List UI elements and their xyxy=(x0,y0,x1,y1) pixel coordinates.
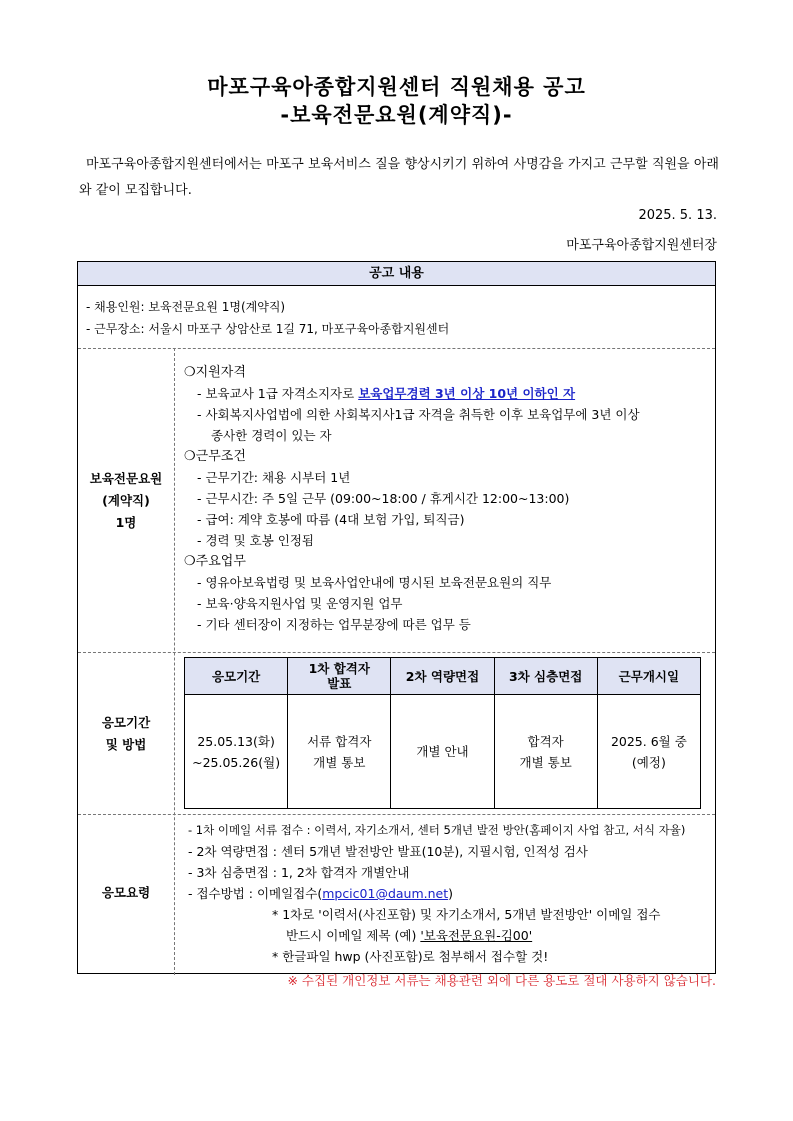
conditions-heading: ❍근무조건 xyxy=(184,449,246,464)
method-note: 반드시 이메일 제목 (예) '보육전문요원-김00' xyxy=(286,928,533,943)
qualification-item: - 보육교사 1급 자격소지자로 보육업무경력 3년 이상 10년 이하인 자 xyxy=(197,386,576,401)
announcement-date: 2025. 5. 13. xyxy=(638,208,717,223)
condition-item: - 근무시간: 주 5일 근무 (09:00~18:00 / 휴게시간 12:00~13:00) xyxy=(197,491,570,506)
table-header-row xyxy=(185,658,701,695)
table-row xyxy=(185,695,701,809)
page-subtitle: -보육전문요원(계약직)- xyxy=(280,103,513,127)
table-cell: 25.05.13(화) ~25.05.26(월) xyxy=(185,695,288,809)
hire-count: - 채용인원: 보육전문요원 1명(계약직) xyxy=(86,300,286,314)
method-note: * 1차로 '이력서(사진포함) 및 자기소개서, 5개년 발전방안' 이메일 접수 xyxy=(272,907,661,922)
email-link[interactable]: mpcic01@daum.net xyxy=(322,886,449,901)
divider xyxy=(78,652,715,653)
column-header: 3차 심층면접 xyxy=(494,658,597,695)
schedule-table xyxy=(184,657,701,809)
table-cell: 2025. 6월 중 (예정) xyxy=(597,695,700,809)
method-item: - 2차 역량면접 : 센터 5개년 발전방안 발표(10분), 지필시험, 인적성 검사 xyxy=(188,844,588,859)
condition-item: - 경력 및 호봉 인정됨 xyxy=(197,533,315,548)
method-label: 응모요령 xyxy=(101,885,151,900)
basic-info xyxy=(86,296,449,340)
notice-box xyxy=(77,261,716,974)
column-header: 근무개시일 xyxy=(597,658,700,695)
duty-item: - 보육·양육지원사업 및 운영지원 업무 xyxy=(197,596,403,611)
table-cell: 합격자 개별 통보 xyxy=(494,695,597,809)
condition-item: - 근무기간: 채용 시부터 1년 xyxy=(197,470,351,485)
intro-paragraph: 마포구육아종합지원센터에서는 마포구 보육서비스 질을 향상시키기 위하여 사명감을 가지고 근무할 직원을 아래와 같이 모집합니다. xyxy=(79,157,719,198)
method-details xyxy=(188,820,685,967)
qualification-item-cont: 종사한 경력이 있는 자 xyxy=(211,428,332,443)
method-item: - 3차 심층면접 : 1, 2차 합격자 개별안내 xyxy=(188,865,410,880)
method-item: - 1차 이메일 서류 접수 : 이력서, 자기소개서, 센터 5개년 발전 방안(홈페이지 사업 참고, 서식 자율) xyxy=(188,823,686,837)
schedule-label: 응모기간 및 방법 xyxy=(101,715,151,752)
column-header: 1차 합격자 발표 xyxy=(288,658,391,695)
column-divider xyxy=(174,348,175,975)
table-cell: 서류 합격자 개별 통보 xyxy=(288,695,391,809)
signer: 마포구육아종합지원센터장 xyxy=(566,238,717,253)
method-item: - 접수방법 : 이메일접수(mpcic01@daum.net) xyxy=(188,886,454,901)
position-label: 보육전문요원 (계약직) 1명 xyxy=(89,471,163,530)
divider xyxy=(78,814,715,815)
qualification-highlight: 보육업무경력 3년 이상 10년 이하인 자 xyxy=(358,386,576,401)
subject-example: '보육전문요원-김00' xyxy=(420,928,533,943)
position-details xyxy=(184,362,640,635)
duties-heading: ❍주요업무 xyxy=(184,554,246,569)
duty-item: - 영유아보육법령 및 보육사업안내에 명시된 보육전문요원의 직무 xyxy=(197,575,552,590)
table-cell: 개별 안내 xyxy=(391,695,494,809)
qualification-heading: ❍지원자격 xyxy=(184,365,246,380)
work-location: - 근무장소: 서울시 마포구 상암산로 1길 71, 마포구육아종합지원센터 xyxy=(86,322,450,336)
column-header: 응모기간 xyxy=(185,658,288,695)
condition-item: - 급여: 계약 호봉에 따름 (4대 보험 가입, 퇴직금) xyxy=(197,512,465,527)
page-title: 마포구육아종합지원센터 직원채용 공고 xyxy=(207,75,586,99)
notice-header: 공고 내용 xyxy=(78,262,715,286)
duty-item: - 기타 센터장이 지정하는 업무분장에 따른 업무 등 xyxy=(197,617,471,632)
method-note: * 한글파일 hwp (사진포함)로 첨부해서 접수할 것! xyxy=(272,949,549,964)
privacy-notice: ※ 수집된 개인정보 서류는 채용관련 외에 다른 용도로 절대 사용하지 않습니다. xyxy=(287,973,716,988)
qualification-item: - 사회복지사업법에 의한 사회복지사1급 자격을 취득한 이후 보육업무에 3년 이상 xyxy=(197,407,640,422)
column-header: 2차 역량면접 xyxy=(391,658,494,695)
